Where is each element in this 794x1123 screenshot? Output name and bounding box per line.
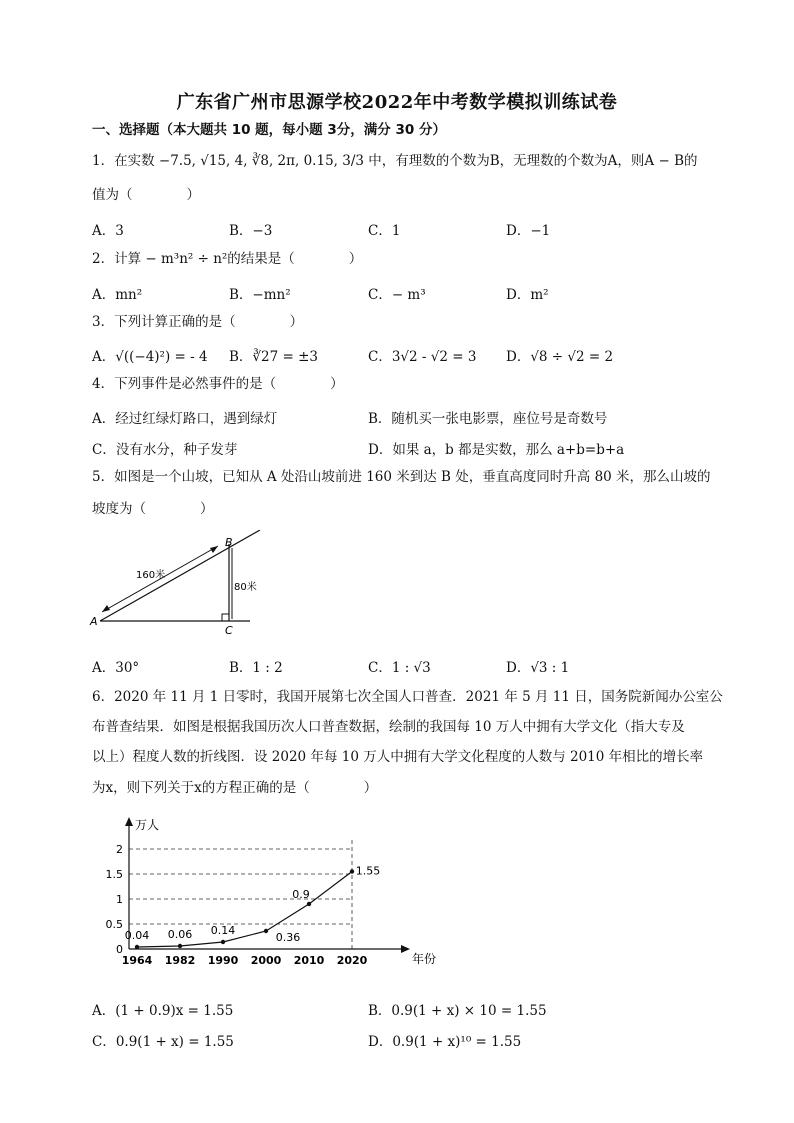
q2-option-a[interactable]: A．mn² [92,287,143,303]
y-tick-label: 0.5 [105,918,123,931]
q5-option-c[interactable]: C．1 : √3 [368,660,431,676]
x-axis-arrow [401,945,410,953]
x-tick-label: 1990 [207,954,239,967]
label-c: C [225,624,233,637]
data-label: 0.04 [124,929,150,942]
q6-option-b[interactable]: B．0.9(1 + x) × 10 = 1.55 [368,1003,547,1019]
slope-figure [88,530,278,640]
arrow-head-a [102,605,110,612]
y-axis-label: 万人 [135,818,160,832]
right-angle-mark [222,614,229,621]
q4-option-b[interactable]: B．随机买一张电影票，座位号是奇数号 [368,411,608,427]
page-title: 广东省广州市思源学校2022年中考数学模拟训练试卷 [176,92,618,113]
x-tick-label: 2010 [293,954,325,967]
q4-option-d[interactable]: D．如果 a，b 都是实数，那么 a+b=b+a [368,442,625,458]
q2-option-d[interactable]: D．m² [506,287,549,303]
label-height: 80米 [234,582,257,593]
question-2-text: 2．计算 − m³n² ÷ n²的结果是（ ） [92,251,363,267]
question-5-line1: 5．如图是一个山坡，已知从 A 处沿山坡前进 160 米到达 B 处，垂直高度同时升高 80 米，那么山坡的 [92,469,711,485]
question-1-text [92,152,698,170]
data-point [307,902,311,906]
data-point [264,929,268,933]
q3-option-d[interactable]: D．√8 ÷ √2 = 2 [506,349,614,365]
q6-option-c[interactable]: C．0.9(1 + x) = 1.55 [92,1034,234,1050]
question-4-text: 4．下列事件是必然事件的是（ ） [92,376,344,392]
label-b: B [225,536,233,549]
y-tick-label: 1 [116,893,123,906]
q5-option-d[interactable]: D．√3 : 1 [506,660,570,676]
q2-option-b[interactable]: B．−mn² [229,287,291,303]
q3-option-a[interactable]: A．√((−4)²) = - 4 [92,349,208,365]
y-axis-arrow [125,817,133,826]
label-a: A [90,615,98,628]
q4-option-a[interactable]: A．经过红绿灯路口，遇到绿灯 [92,411,278,427]
question-6-line1: 6．2020 年 11 月 1 日零时，我国开展第七次全国人口普查．2021 年 5 月 11 日，国务院新闻办公室公 [92,689,723,705]
question-3-text: 3．下列计算正确的是（ ） [92,314,304,330]
q5-option-b[interactable]: B．1 : 2 [229,660,283,676]
question-6-line4: 为x，则下列关于x的方程正确的是（ ） [92,780,378,796]
question-1-line2: 值为（ ） [92,187,200,203]
question-5-line2: 坡度为（ ） [92,501,214,517]
data-point [135,945,139,949]
data-point [221,940,225,944]
y-tick-label: 0 [116,943,123,956]
q1-option-c[interactable]: C．1 [368,223,401,239]
q2-option-c[interactable]: C．− m³ [368,287,426,303]
label-slope-length: 160米 [136,570,166,581]
q3-option-b[interactable]: B．∛27 = ±3 [229,349,318,365]
x-axis-label: 年份 [412,952,437,966]
q1-option-a[interactable]: A．3 [92,223,124,239]
data-label: 0.9 [292,888,310,901]
data-point [178,944,182,948]
question-6-line3: 以上）程度人数的折线图．设 2020 年每 10 万人中拥有大学文化程度的人数与 2010 年相比的增长率 [92,749,704,765]
slope-line [100,530,260,621]
q3-option-c[interactable]: C．3√2 - √2 = 3 [368,349,477,365]
y-tick-label: 2 [116,843,123,856]
q6-option-d[interactable]: D．0.9(1 + x)¹⁰ = 1.55 [368,1034,522,1050]
section-heading: 一、选择题（本大题共 10 题，每小题 3分，满分 30 分） [92,122,446,138]
data-label: 0.06 [167,928,193,941]
q1-option-d[interactable]: D．−1 [506,223,551,239]
question-1-line1: 1．在实数 −7.5, √15, 4, ∛8, 2π, 0.15, 3/3 中，有理数的个数为B，无理数的个数为A，则A − B的 [92,153,698,169]
data-label: 1.55 [355,864,381,878]
x-tick-label: 2020 [336,954,368,967]
q1-option-b[interactable]: B．−3 [229,223,273,239]
q4-option-c[interactable]: C．没有水分，种子发芽 [92,442,238,458]
q5-option-a[interactable]: A．30° [92,660,140,676]
data-label: 0.36 [275,931,301,944]
x-tick-label: 1982 [164,954,196,967]
q6-option-a[interactable]: A．(1 + 0.9)x = 1.55 [92,1003,234,1019]
data-point [350,869,354,873]
question-6-line2: 布普查结果．如图是根据我国历次人口普查数据，绘制的我国每 10 万人中拥有大学文化（指大专及 [92,719,685,735]
x-tick-label: 2000 [250,954,282,967]
arrow-head-b [210,546,218,553]
y-tick-label: 1.5 [105,868,123,881]
data-label: 0.14 [210,924,236,937]
x-tick-label: 1964 [121,954,153,967]
population-line-chart [96,815,446,975]
